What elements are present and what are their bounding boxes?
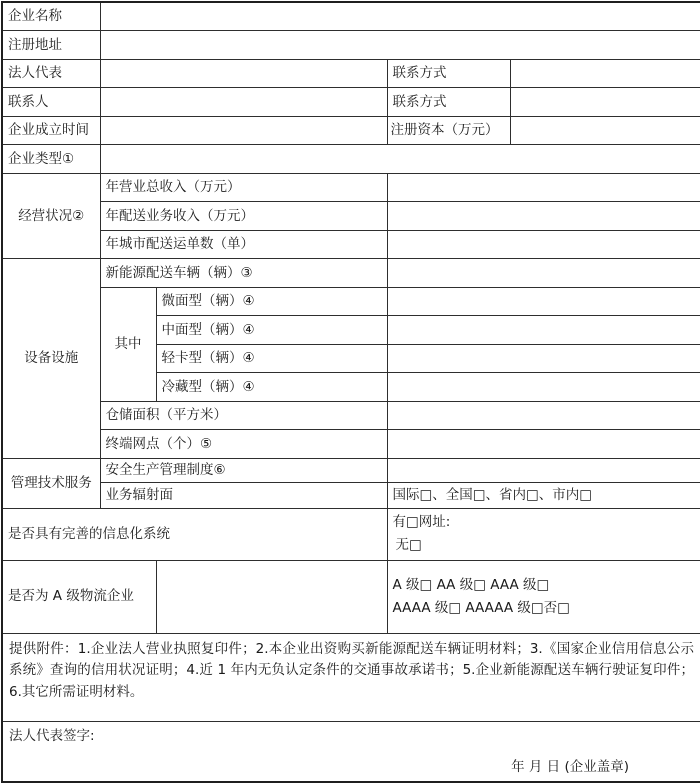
safety-system-label: 安全生产管理制度⑥ [100, 458, 387, 482]
business-coverage-label: 业务辐射面 [100, 482, 387, 508]
vehicle-mid-van-value-cell [387, 316, 700, 345]
vehicle-micro-van-value-cell [387, 287, 700, 316]
terminal-outlets-label: 终端网点（个）⑤ [100, 430, 387, 459]
annual-total-revenue-value-cell [387, 173, 700, 202]
signature-label: 法人代表签字: [9, 727, 95, 744]
management-section-label: 管理技术服务 [2, 458, 100, 508]
row-new-energy-vehicles [2, 259, 700, 288]
row-terminal-outlets [2, 430, 700, 459]
contact-person-value-cell [100, 88, 387, 117]
row-warehouse-area [2, 401, 700, 430]
info-system-option-yes: 有□网址: [392, 514, 451, 530]
a-level-options-cell [387, 560, 700, 633]
annual-delivery-revenue-label: 年配送业务收入（万元） [100, 202, 387, 231]
row-business-coverage [2, 482, 700, 508]
enterprise-type-label: 企业类型① [2, 145, 100, 174]
contact-person-contact-value-cell [510, 88, 700, 117]
a-level-options-line2: AAAA 级□ AAAAA 级□否□ [392, 599, 570, 616]
operation-section-label: 经营状况② [2, 173, 100, 259]
row-annual-city-waybills [2, 230, 700, 259]
row-a-level [2, 560, 700, 633]
row-legal-rep [2, 59, 700, 88]
row-vehicle-micro-van [2, 287, 700, 316]
date-seal-label: 年 月 日 (企业盖章) [511, 758, 629, 775]
safety-system-value-cell [387, 458, 700, 482]
form-table [1, 1, 700, 783]
vehicle-mid-van-label: 中面型（辆）④ [156, 316, 387, 345]
equipment-section-label: 设备设施 [2, 259, 100, 459]
row-enterprise-type [2, 145, 700, 174]
row-established [2, 116, 700, 145]
row-attachments [2, 633, 700, 721]
among-which-label: 其中 [100, 287, 156, 401]
vehicle-micro-van-label: 微面型（辆）④ [156, 287, 387, 316]
registered-address-label: 注册地址 [2, 31, 100, 60]
annual-city-waybills-label: 年城市配送运单数（单） [100, 230, 387, 259]
legal-rep-label: 法人代表 [2, 59, 100, 88]
a-level-options-line1: A 级□ AA 级□ AAA 级□ [392, 576, 550, 593]
annual-city-waybills-value-cell [387, 230, 700, 259]
row-registered-address [2, 31, 700, 60]
vehicle-light-truck-value-cell [387, 344, 700, 373]
info-system-option-no: 无□ [395, 537, 422, 553]
business-coverage-options: 国际□、全国□、省内□、市内□ [387, 482, 700, 508]
row-company-name [2, 2, 700, 31]
company-name-label: 企业名称 [2, 2, 100, 31]
new-energy-vehicles-label: 新能源配送车辆（辆）③ [100, 259, 387, 288]
company-name-value-cell [100, 2, 700, 31]
new-energy-vehicles-value-cell [387, 259, 700, 288]
legal-rep-contact-value-cell [510, 59, 700, 88]
established-label: 企业成立时间 [2, 116, 100, 145]
info-system-question-label: 是否具有完善的信息化系统 [2, 508, 387, 560]
row-signature [2, 721, 700, 782]
registered-address-value-cell [100, 31, 700, 60]
row-contact-person [2, 88, 700, 117]
annual-delivery-revenue-value-cell [387, 202, 700, 231]
terminal-outlets-value-cell [387, 430, 700, 459]
legal-rep-contact-label: 联系方式 [387, 59, 510, 88]
reg-capital-label: 注册资本（万元） [387, 116, 510, 145]
legal-rep-value-cell [100, 59, 387, 88]
attachments-note: 提供附件：1.企业法人营业执照复印件；2.本企业出资购买新能源配送车辆证明材料；3.《国家企业信用信息公示系统》查询的信用状况证明；4.近 1 年内无负认定条件的交通事故承诺书；5.企业新能源配送车辆行驶证复印件；6.其它所需证明材料。 [2, 633, 700, 721]
info-system-options-cell [387, 508, 700, 560]
a-level-question-label: 是否为 A 级物流企业 [2, 560, 156, 633]
vehicle-light-truck-label: 轻卡型（辆）④ [156, 344, 387, 373]
signature-cell [2, 721, 700, 782]
established-value-cell [100, 116, 387, 145]
vehicle-refrigerated-label: 冷藏型（辆）④ [156, 373, 387, 402]
row-annual-delivery-revenue [2, 202, 700, 231]
enterprise-type-value-cell [100, 145, 700, 174]
warehouse-area-label: 仓储面积（平方米） [100, 401, 387, 430]
reg-capital-value-cell [510, 116, 700, 145]
contact-person-contact-label: 联系方式 [387, 88, 510, 117]
warehouse-area-value-cell [387, 401, 700, 430]
annual-total-revenue-label: 年营业总收入（万元） [100, 173, 387, 202]
contact-person-label: 联系人 [2, 88, 100, 117]
a-level-middle-cell [156, 560, 387, 633]
row-info-system [2, 508, 700, 560]
vehicle-refrigerated-value-cell [387, 373, 700, 402]
row-safety-system [2, 458, 700, 482]
row-annual-total-revenue [2, 173, 700, 202]
